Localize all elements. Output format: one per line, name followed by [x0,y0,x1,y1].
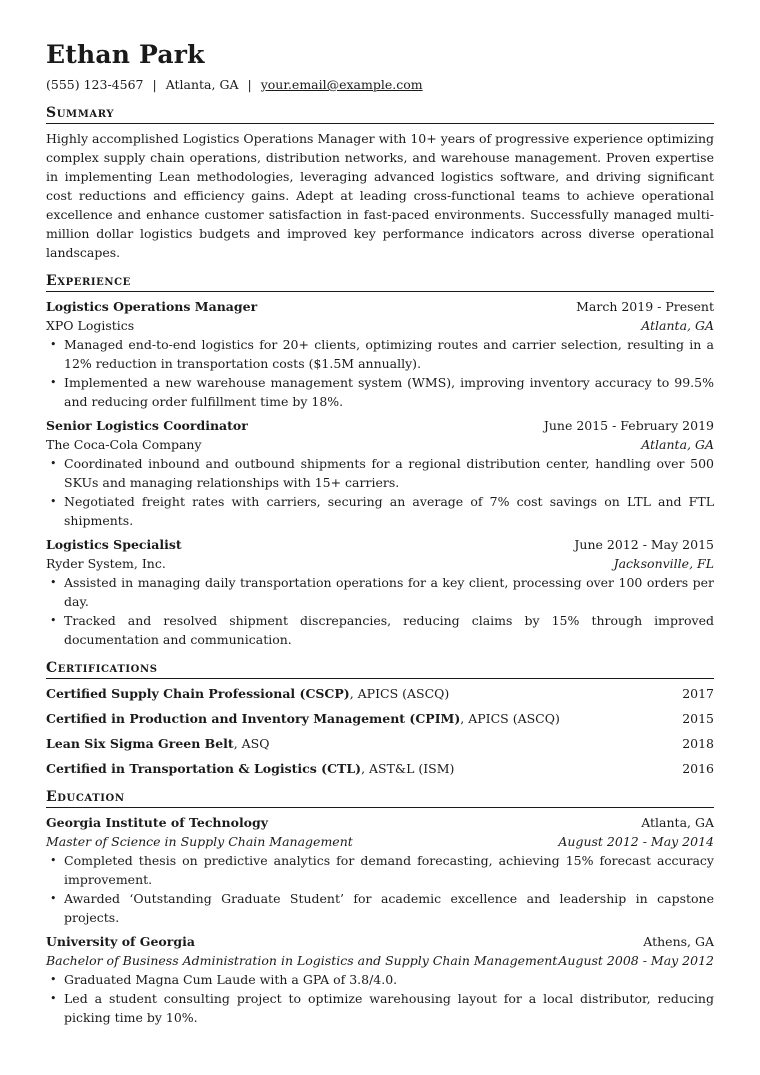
company-name: XPO Logistics [46,318,135,333]
experience-entry [46,297,714,411]
list-item [46,335,714,373]
job-dates: June 2012 - May 2015 [574,537,714,552]
bullet-icon: • [50,973,57,986]
job-bullets [46,454,714,530]
list-item [46,851,714,889]
education-bullets [46,851,714,927]
section-title-experience: Experience [46,272,714,292]
certification-name: Lean Six Sigma Green Belt [46,736,234,751]
certifications-list [46,684,714,778]
bullet-text: Coordinated inbound and outbound shipments for a regional distribution center, handling over 500 SKUs and managing relationships with 15+ carriers. [64,456,714,490]
degree-name: Bachelor of Business Administration in Logistics and Supply Chain Management [46,953,558,968]
bullet-text: Tracked and resolved shipment discrepancies, reducing claims by 15% through improved documentation and communication. [64,613,714,647]
bullet-text: Implemented a new warehouse management system (WMS), improving inventory accuracy to 99.5% and reducing order fulfillment time by 18%. [64,375,714,409]
certification-issuer: , APICS (ASCQ) [460,711,560,726]
education-bullets [46,970,714,1027]
certification-year: 2018 [682,736,714,751]
job-title: Logistics Specialist [46,537,182,552]
list-item [46,970,714,989]
certification-row [46,759,714,778]
bullet-icon: • [50,614,57,627]
bullet-icon: • [50,338,57,351]
certification-issuer: , APICS (ASCQ) [349,686,450,701]
school-location: Athens, GA [643,934,714,949]
experience-entry [46,416,714,530]
bullet-icon: • [50,892,57,905]
school-location: Atlanta, GA [641,815,714,830]
education-entry [46,932,714,1027]
job-title: Senior Logistics Coordinator [46,418,248,433]
certification-issuer: , AST&L (ISM) [361,761,455,776]
list-item [46,492,714,530]
bullet-icon: • [50,992,57,1005]
job-dates: March 2019 - Present [576,299,714,314]
company-name: Ryder System, Inc. [46,556,166,571]
school-name: Georgia Institute of Technology [46,815,269,830]
bullet-icon: • [50,376,57,389]
section-title-certifications: Certifications [46,659,714,679]
education-dates: August 2008 - May 2012 [558,953,714,968]
certification-issuer: , ASQ [233,736,270,751]
certification-name: Certified in Production and Inventory Management (CPIM) [46,711,461,726]
school-name: University of Georgia [46,934,195,949]
bullet-text: Completed thesis on predictive analytics for demand forecasting, achieving 15% forecast accuracy improvement. [64,853,714,887]
email-link[interactable]: your.email@example.com [260,77,423,92]
contact-separator: | [152,77,157,92]
location: Atlanta, GA [165,77,239,92]
job-location: Atlanta, GA [641,318,714,333]
certification-row [46,684,714,703]
education-dates: August 2012 - May 2014 [558,834,714,849]
bullet-text: Managed end-to-end logistics for 20+ clients, optimizing routes and carrier selection, resulting in a 12% reduction in transportation costs ($1.5M annually). [64,337,714,371]
job-bullets [46,573,714,649]
list-item [46,573,714,611]
bullet-text: Awarded ‘Outstanding Graduate Student’ for academic excellence and leadership in capstone projects. [64,891,714,925]
bullet-icon: • [50,495,57,508]
job-location: Jacksonville, FL [613,556,714,571]
phone-number: (555) 123-4567 [46,77,144,92]
job-bullets [46,335,714,411]
certification-row [46,734,714,753]
certification-year: 2015 [682,711,714,726]
list-item [46,889,714,927]
contact-separator: | [247,77,252,92]
bullet-icon: • [50,854,57,867]
summary-text: Highly accomplished Logistics Operations Manager with 10+ years of progressive experience optimizing complex supply chain operations, distribution networks, and warehouse management. Proven expertise in implementing Lean methodologies, leveraging advanced logistics software, and driving significant cost reductions and efficiency gains. Adept at leading cross-functional teams to achieve operational excellence and enhance customer satisfaction in fast-paced environments. Successfully managed multi-million dollar logistics budgets and improved key performance indicators across diverse operational landscapes. [46,131,714,260]
experience-entry [46,535,714,649]
section-title-summary: Summary [46,104,714,124]
certification-name: Certified Supply Chain Professional (CSCP) [46,686,350,701]
contact-line [46,76,714,94]
company-name: The Coca-Cola Company [46,437,202,452]
job-dates: June 2015 - February 2019 [543,418,714,433]
list-item [46,373,714,411]
section-title-education: Education [46,788,714,808]
job-title: Logistics Operations Manager [46,299,258,314]
degree-name: Master of Science in Supply Chain Management [46,834,353,849]
bullet-icon: • [50,576,57,589]
list-item [46,454,714,492]
bullet-text: Assisted in managing daily transportation operations for a key client, processing over 100 orders per day. [64,575,714,609]
bullet-text: Led a student consulting project to optimize warehousing layout for a local distributor, reducing picking time by 10%. [64,991,714,1025]
bullet-icon: • [50,457,57,470]
certification-row [46,709,714,728]
certification-year: 2016 [682,761,714,776]
candidate-name: Ethan Park [46,40,205,69]
list-item [46,611,714,649]
bullet-text: Negotiated freight rates with carriers, securing an average of 7% cost savings on LTL and FTL shipments. [64,494,714,528]
bullet-text: Graduated Magna Cum Laude with a GPA of 3.8/4.0. [64,972,398,987]
certification-name: Certified in Transportation & Logistics (CTL) [46,761,362,776]
list-item [46,989,714,1027]
job-location: Atlanta, GA [641,437,714,452]
certification-year: 2017 [682,686,714,701]
education-entry [46,813,714,927]
